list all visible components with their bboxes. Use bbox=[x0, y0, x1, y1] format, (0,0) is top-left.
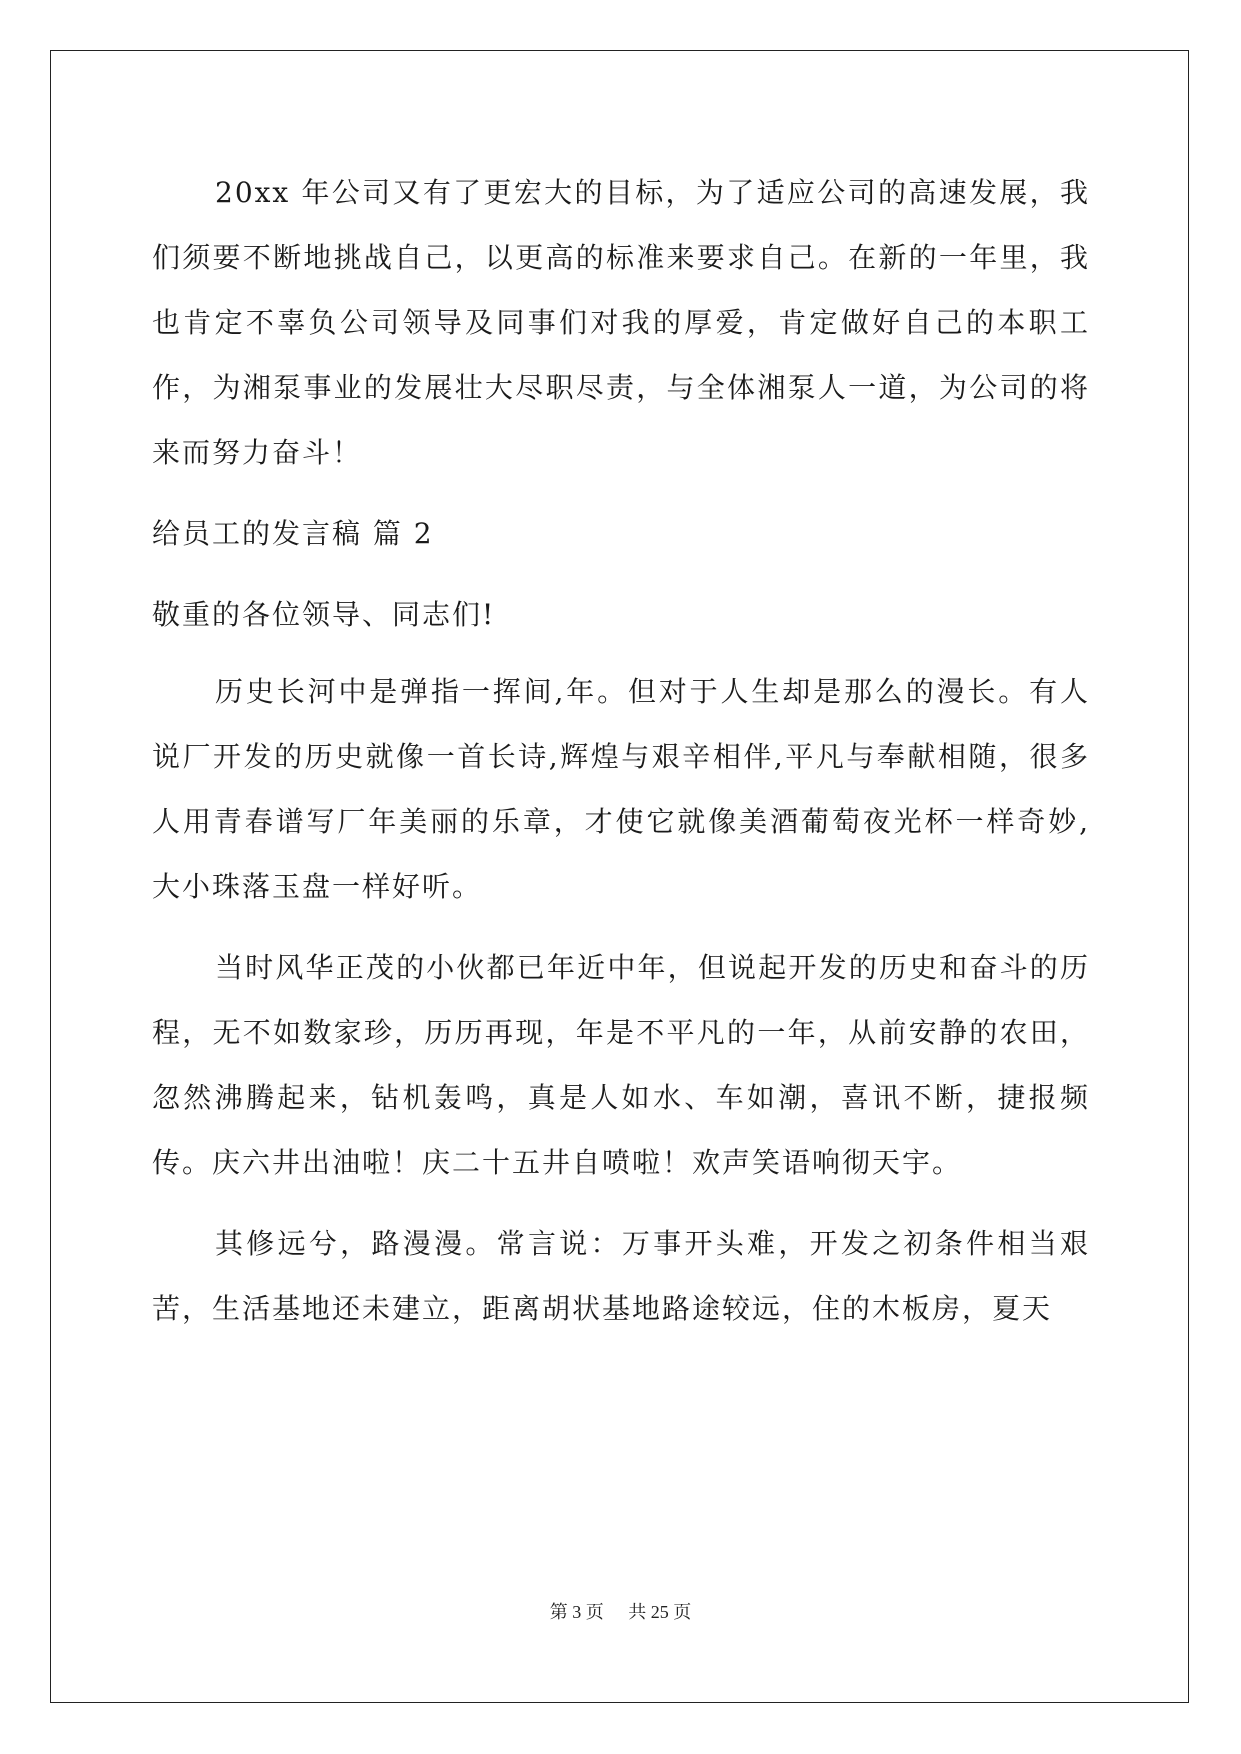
paragraph-history: 历史长河中是弹指一挥间,年。但对于人生却是那么的漫长。有人说厂开发的历史就像一首长诗,辉煌与艰辛相伴,平凡与奉献相随，很多人用青春谱写厂年美丽的乐章，才使它就像美酒葡萄夜光杯一样奇妙,大小珠落玉盘一样好听。 bbox=[152, 675, 1090, 903]
section-heading: 给员工的发言稿 篇 2 bbox=[152, 517, 434, 550]
page-number: 第 3 页 bbox=[549, 1602, 604, 1622]
document-body bbox=[152, 160, 1090, 1341]
salutation: 敬重的各位领导、同志们! bbox=[152, 598, 496, 631]
paragraph-memories: 当时风华正茂的小伙都已年近中年，但说起开发的历史和奋斗的历程，无不如数家珍，历历再现，年是不平凡的一年，从前安静的农田，忽然沸腾起来，钻机轰鸣，真是人如水、车如潮，喜讯不断，捷报频传。庆六井出油啦！庆二十五井自喷啦！欢声笑语响彻天宇。 bbox=[152, 951, 1090, 1179]
paragraph-goals: 20xx 年公司又有了更宏大的目标，为了适应公司的高速发展，我们须要不断地挑战自己，以更高的标准来要求自己。在新的一年里，我也肯定不辜负公司领导及同事们对我的厚爱，肯定做好自己的本职工作，为湘泵事业的发展壮大尽职尽责，与全体湘泵人一道，为公司的将来而努力奋斗！ bbox=[152, 176, 1090, 469]
paragraph-hardship: 其修远兮，路漫漫。常言说：万事开头难，开发之初条件相当艰苦，生活基地还未建立，距离胡状基地路途较远，住的木板房，夏天 bbox=[152, 1227, 1090, 1325]
page-total: 共 25 页 bbox=[628, 1602, 692, 1622]
page-footer bbox=[0, 1598, 1241, 1624]
